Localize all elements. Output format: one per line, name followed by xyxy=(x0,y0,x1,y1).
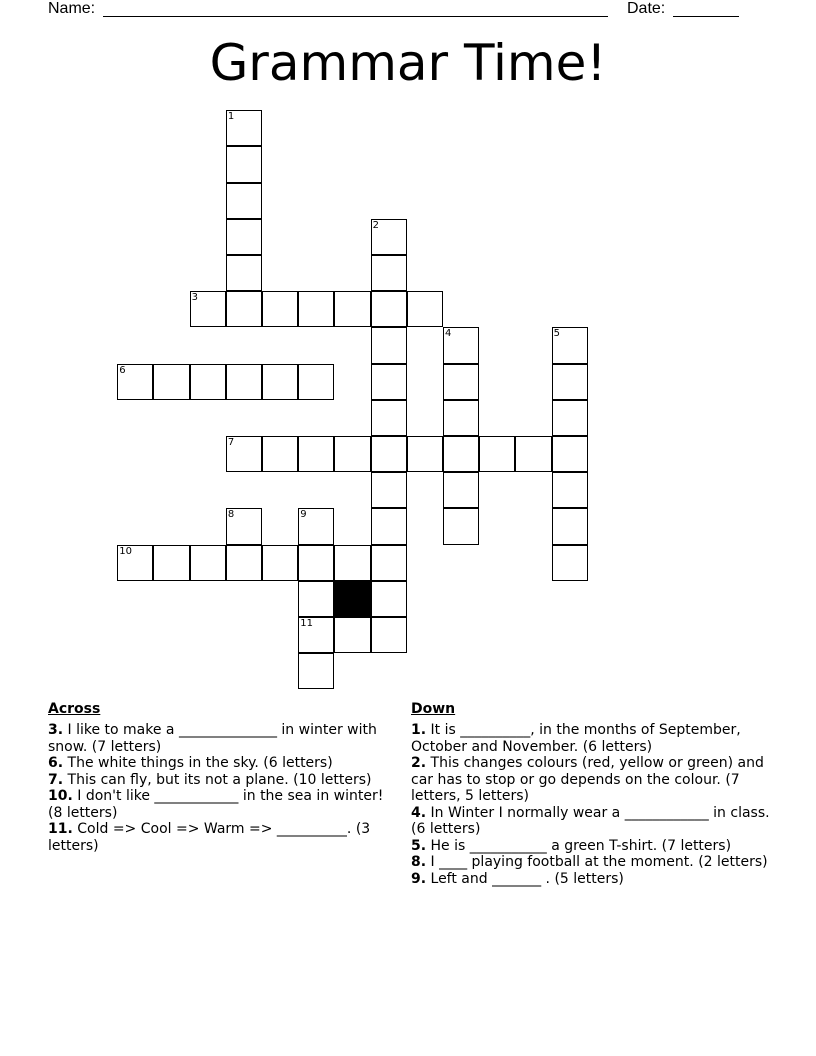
grid-cell[interactable] xyxy=(371,617,407,653)
grid-cell[interactable] xyxy=(226,183,262,219)
grid-cell[interactable] xyxy=(443,508,479,544)
clue-number-label: 3. xyxy=(48,722,64,738)
name-label: Name: xyxy=(48,0,96,17)
clue-text: The white things in the sky. (6 letters) xyxy=(63,755,333,771)
clue-text: I don't like ____________ in the sea in winter! (8 letters) xyxy=(48,788,384,821)
down-clue xyxy=(411,722,771,755)
grid-cell[interactable] xyxy=(371,364,407,400)
grid-cell[interactable] xyxy=(552,545,588,581)
clue-number-label: 6. xyxy=(48,755,64,771)
clue-number: 10 xyxy=(119,545,132,557)
grid-cell[interactable] xyxy=(190,291,226,327)
grid-cell[interactable] xyxy=(226,291,262,327)
grid-cell[interactable] xyxy=(371,581,407,617)
grid-cell[interactable] xyxy=(371,327,407,363)
clue-text: In Winter I normally wear a ____________ in class. (6 letters) xyxy=(411,804,770,837)
grid-cell[interactable] xyxy=(190,364,226,400)
clue-text: I like to make a ______________ in winter with snow. (7 letters) xyxy=(48,722,377,755)
grid-cell[interactable] xyxy=(262,364,298,400)
grid-cell[interactable] xyxy=(371,400,407,436)
date-blank-line xyxy=(673,16,739,17)
grid-cell[interactable] xyxy=(226,508,262,544)
grid-cell[interactable] xyxy=(371,291,407,327)
clue-text: Cold => Cool => Warm => __________. (3 letters) xyxy=(48,821,371,854)
grid-cell[interactable] xyxy=(552,436,588,472)
clue-number-label: 1. xyxy=(411,722,427,738)
clue-number-label: 11. xyxy=(48,821,73,837)
clue-text: This can fly, but its not a plane. (10 letters) xyxy=(63,771,372,788)
across-clue xyxy=(48,722,393,755)
grid-cell[interactable] xyxy=(371,545,407,581)
clue-text: It is __________, in the months of September, October and November. (6 letters) xyxy=(411,722,741,755)
clue-number-label: 5. xyxy=(411,837,427,854)
clue-number: 11 xyxy=(300,618,313,630)
clue-text: He is ___________ a green T-shirt. (7 letters) xyxy=(426,837,732,854)
grid-cell[interactable] xyxy=(226,110,262,146)
grid-cell[interactable] xyxy=(552,508,588,544)
grid-cell[interactable] xyxy=(443,364,479,400)
clue-text: This changes colours (red, yellow or green) and car has to stop or go depends on the colour. (7 letters, 5 letters) xyxy=(411,755,764,804)
grid-cell-blocked xyxy=(334,581,370,617)
grid-cell[interactable] xyxy=(371,472,407,508)
grid-cell[interactable] xyxy=(153,364,189,400)
grid-cell[interactable] xyxy=(117,364,153,400)
clue-number-label: 8. xyxy=(411,854,427,870)
clue-text: Left and _______ . (5 letters) xyxy=(426,870,624,887)
clue-number-label: 2. xyxy=(411,755,427,771)
grid-cell[interactable] xyxy=(371,255,407,291)
clue-number: 6 xyxy=(119,364,126,376)
grid-cell[interactable] xyxy=(334,436,370,472)
grid-cell[interactable] xyxy=(552,472,588,508)
grid-cell[interactable] xyxy=(479,436,515,472)
grid-cell[interactable] xyxy=(552,400,588,436)
grid-cell[interactable] xyxy=(298,617,334,653)
grid-cell[interactable] xyxy=(226,219,262,255)
down-clue xyxy=(411,755,771,805)
clue-number: 3 xyxy=(191,292,199,304)
down-clue xyxy=(411,854,771,871)
down-clue-list xyxy=(411,722,771,887)
header xyxy=(48,0,768,20)
grid-cell[interactable] xyxy=(552,327,588,363)
clue-number: 2 xyxy=(372,219,380,231)
clue-number-label: 4. xyxy=(411,804,427,821)
grid-cell[interactable] xyxy=(298,653,334,689)
grid-cell[interactable] xyxy=(226,255,262,291)
grid-cell[interactable] xyxy=(226,545,262,581)
grid-cell[interactable] xyxy=(153,545,189,581)
grid-cell[interactable] xyxy=(443,436,479,472)
across-clue xyxy=(48,788,393,821)
across-heading: Across xyxy=(48,701,101,717)
down-clue xyxy=(411,871,771,888)
clue-number: 1 xyxy=(227,111,235,123)
grid-cell[interactable] xyxy=(117,545,153,581)
grid-cell[interactable] xyxy=(407,436,443,472)
down-clue xyxy=(411,838,771,855)
grid-cell[interactable] xyxy=(226,364,262,400)
grid-cell[interactable] xyxy=(443,400,479,436)
grid-cell[interactable] xyxy=(443,327,479,363)
grid-cell[interactable] xyxy=(334,617,370,653)
page-title: Grammar Time! xyxy=(209,34,607,92)
date-label: Date: xyxy=(627,0,666,17)
clue-number-label: 10. xyxy=(48,788,73,804)
down-heading: Down xyxy=(411,701,456,717)
grid-cell[interactable] xyxy=(334,291,370,327)
grid-cell[interactable] xyxy=(371,508,407,544)
name-blank-line xyxy=(103,16,608,17)
grid-cell[interactable] xyxy=(298,436,334,472)
clue-number: 8 xyxy=(227,509,235,521)
down-clue xyxy=(411,805,771,838)
grid-cell[interactable] xyxy=(298,291,334,327)
across-clue xyxy=(48,755,393,772)
across-clue xyxy=(48,772,393,789)
grid-cell[interactable] xyxy=(552,364,588,400)
grid-cell[interactable] xyxy=(298,364,334,400)
grid-cell[interactable] xyxy=(298,581,334,617)
down-clues xyxy=(411,700,771,887)
clue-number: 9 xyxy=(300,509,307,521)
grid-cell[interactable] xyxy=(443,472,479,508)
grid-cell[interactable] xyxy=(371,436,407,472)
grid-cell[interactable] xyxy=(190,545,226,581)
clue-number: 7 xyxy=(227,437,235,449)
clue-number: 4 xyxy=(445,328,452,340)
grid-cell[interactable] xyxy=(298,545,334,581)
grid-cell[interactable] xyxy=(515,436,551,472)
clue-number-label: 9. xyxy=(411,870,427,887)
across-clues xyxy=(48,700,393,854)
grid-cell[interactable] xyxy=(334,545,370,581)
across-clue xyxy=(48,821,393,854)
across-clue-list xyxy=(48,722,393,854)
clue-number-label: 7. xyxy=(48,771,64,788)
clue-text: I ____ playing football at the moment. (2 letters) xyxy=(426,854,768,870)
clue-number: 5 xyxy=(553,328,561,340)
grid-cell[interactable] xyxy=(262,291,298,327)
grid-cell[interactable] xyxy=(262,436,298,472)
grid-cell[interactable] xyxy=(262,545,298,581)
grid-cell[interactable] xyxy=(226,146,262,182)
grid-cell[interactable] xyxy=(226,436,262,472)
grid-cell[interactable] xyxy=(407,291,443,327)
grid-cell[interactable] xyxy=(371,219,407,255)
grid-cell[interactable] xyxy=(298,508,334,544)
